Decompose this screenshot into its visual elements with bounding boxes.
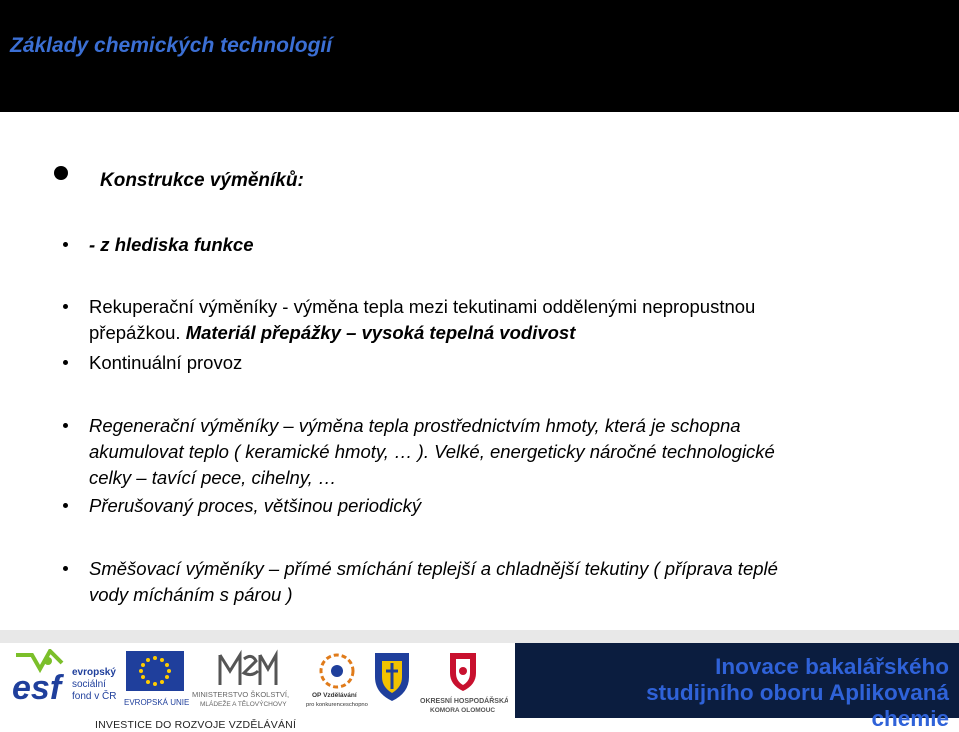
regenerative-text-line1: Regenerační výměníky – výměna tepla prostřednictvím hmoty, která je schopna	[89, 415, 741, 436]
bullet-dot	[63, 503, 68, 508]
regenerative-text-line2: akumulovat teplo ( keramické hmoty, … ). Velké, energeticky náročné technologické	[89, 441, 775, 462]
banner-line3: chemie	[871, 706, 949, 731]
bullet-dot	[63, 360, 68, 365]
regenerative-text-line3: celky – tavící pece, cihelny, …	[89, 467, 337, 488]
banner-line1: Inovace bakalářského	[715, 654, 949, 679]
op-vk-logo	[306, 649, 368, 711]
logo-strip	[0, 643, 515, 731]
content-heading: Konstrukce výměníků:	[100, 170, 304, 191]
eu-flag-logo	[124, 649, 190, 709]
slide-title: Základy chemických technologií	[10, 34, 333, 57]
bullet-dot	[63, 566, 68, 571]
interrupted-process-text: Přerušovaný proces, většinou periodický	[89, 495, 422, 516]
investment-caption: INVESTICE DO ROZVOJE VZDĚLÁVÁNÍ	[95, 719, 297, 731]
footer-divider	[0, 630, 959, 643]
msmt-logo	[190, 647, 302, 711]
msmt-caption-2: MLÁDEŽE A TĚLOVÝCHOVY	[200, 701, 287, 708]
komora-caption-1: OKRESNÍ HOSPODÁŘSKÁ	[420, 698, 508, 705]
project-banner	[515, 643, 959, 731]
esf-logo-text: esf	[12, 669, 62, 705]
recuperative-text-bold: Materiál přepážky – vysoká tepelná vodivost	[185, 322, 576, 343]
footer	[0, 630, 959, 731]
recuperative-text-line2	[89, 320, 575, 346]
chamber-commerce-logo	[418, 647, 508, 713]
op-caption-1: OP Vzdělávání	[312, 692, 357, 699]
esf-caption-3: fond v ČR	[72, 691, 117, 702]
esf-caption-1: evropský	[72, 667, 116, 678]
continuous-operation-text: Kontinuální provoz	[89, 352, 243, 373]
esf-caption-2: sociální	[72, 679, 106, 690]
mixing-text-line1: Směšovací výměníky – přímé smíchání teplejší a chladnější tekutiny ( příprava teplé	[89, 558, 778, 579]
msmt-caption-1: MINISTERSTVO ŠKOLSTVÍ,	[192, 690, 290, 699]
esf-logo	[10, 649, 120, 705]
bullet-dot-large	[54, 166, 68, 180]
bullet-dot	[63, 423, 68, 428]
content-subheading: - z hlediska funkce	[89, 234, 254, 255]
university-shield-logo	[372, 649, 412, 703]
recuperative-text-plain: přepážkou.	[89, 322, 186, 343]
komora-caption-2: KOMORA OLOMOUC	[430, 707, 496, 713]
recuperative-text-line1: Rekuperační výměníky - výměna tepla mezi tekutinami oddělenými nepropustnou	[89, 296, 756, 317]
bullet-dot	[63, 242, 68, 247]
bullet-dot	[63, 304, 68, 309]
mixing-text-line2: vody mícháním s párou )	[89, 584, 293, 605]
eu-caption: EVROPSKÁ UNIE	[124, 698, 190, 707]
banner-line2: studijního oboru Aplikovaná	[646, 680, 949, 705]
slide-header	[0, 0, 959, 112]
op-caption-2: pro konkurenceschopnost	[306, 702, 368, 708]
